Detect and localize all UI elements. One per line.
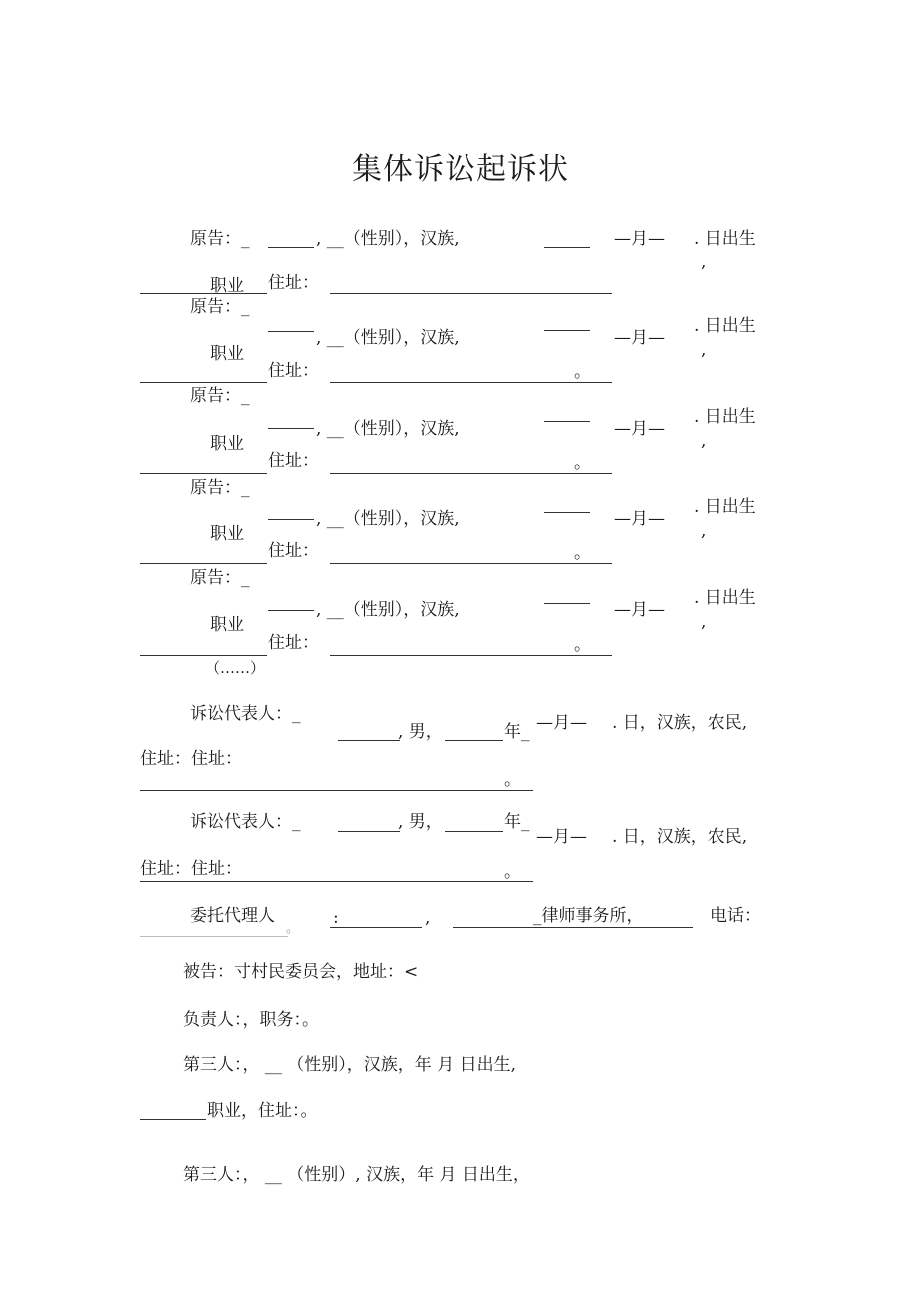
end-mark: 。 [504,770,521,790]
occupation-blank [140,473,267,474]
birth-day-text: . 日出生 [694,316,756,336]
end-mark: 。 [574,362,591,382]
month-text: —月— [614,328,665,348]
end-mark: 。 [574,453,591,473]
gender-ethnicity-text: , __（性别），汉族, [316,509,460,529]
plaintiff-label: 原告：_ [190,386,250,406]
birth-day-text: . 日出生 [694,497,756,517]
comma-text: , [701,340,707,360]
name-blank [268,428,314,429]
address-blank [330,382,612,383]
gender-text: , 男， [398,812,443,832]
plaintiff-label: 原告：_ [190,229,250,249]
address-label: 住址： [268,541,319,561]
comma-text: , [425,908,431,928]
address-label: 住址： [268,633,319,653]
third-party-occupation-text: 职业，住址：。 [207,1101,318,1121]
month-text: —月— [614,600,665,620]
year-blank [445,740,503,741]
name-blank [268,519,314,520]
representative-label: 诉讼代表人：_ [190,812,301,832]
comma-text: , [701,521,707,541]
occupation-label: 职业 [210,276,244,296]
third-party-text: 第三人：， __ （性别）, 汉族，年 月 日出生， [183,1165,530,1185]
address-label: 住址： [268,273,319,293]
gender-ethnicity-text: , __（性别），汉族, [316,328,460,348]
address-blank [330,563,612,564]
comma-text: , [701,431,707,451]
gender-text: , 男， [398,722,443,742]
occupation-blank [140,563,267,564]
name-blank [268,610,314,611]
firm-blank [453,927,533,928]
gender-ethnicity-text: , __（性别），汉族, [316,419,460,439]
colon-text: : [333,908,339,928]
representative-label: 诉讼代表人：_ [190,704,301,724]
law-firm-text: _律师事务所， [533,906,644,926]
month-text: —月— [536,713,587,733]
document-title: 集体诉讼起诉状 [352,152,569,187]
details-text: . 日，汉族，农民, [612,827,748,847]
year-text: 年_ [504,812,530,832]
address-label: 住址： [268,361,319,381]
agent-label: 委托代理人 [190,906,275,926]
details-text: . 日，汉族，农民, [612,713,748,733]
end-mark: 。 [574,635,591,655]
name-blank [338,831,400,832]
address-blank [330,473,612,474]
year-blank [544,603,590,604]
year-text: 年_ [504,722,530,742]
gender-ethnicity-text: , __（性别），汉族, [316,600,460,620]
address-label: 住址：住址： [140,749,242,769]
agent-name-blank [330,927,422,928]
name-blank [268,247,314,248]
occupation-label: 职业 [210,434,244,454]
address-blank [330,655,612,656]
end-mark: 。 [286,921,300,936]
address-blank [140,790,533,791]
occupation-blank [140,655,267,656]
name-blank [338,740,400,741]
name-blank [268,331,314,332]
plaintiff-label: 原告：_ [190,568,250,588]
month-text: —月— [536,827,587,847]
end-mark: 。 [504,862,521,882]
year-blank [544,330,590,331]
phone-label: 电话： [710,906,761,926]
year-blank [544,247,590,248]
third-party-text: 第三人：， __ （性别），汉族，年 月 日出生, [183,1055,517,1075]
firm-underline [533,927,693,928]
birth-day-text: . 日出生 [694,407,756,427]
year-blank [445,831,503,832]
month-text: —月— [614,509,665,529]
responsible-person-text: 负责人：，职务：。 [183,1010,319,1030]
birth-day-text: . 日出生 [694,229,756,249]
occupation-blank [140,382,267,383]
occupation-label: 职业 [210,344,244,364]
year-blank [544,512,590,513]
comma-text: , [701,252,707,272]
occupation-label: 职业 [210,615,244,635]
address-label: 住址：住址： [140,859,242,879]
ellipsis-text: （……） [205,659,266,677]
plaintiff-label: 原告：_ [190,297,250,317]
address-blank [140,881,533,882]
month-text: —月— [614,419,665,439]
gender-ethnicity-text: , __（性别），汉族, [316,229,460,249]
year-blank [544,421,590,422]
birth-day-text: . 日出生 [694,588,756,608]
agent-underline [140,936,288,937]
comma-text: , [701,612,707,632]
occupation-blank [140,1119,206,1120]
end-mark: 。 [574,543,591,563]
plaintiff-label: 原告：_ [190,478,250,498]
address-blank [330,293,612,294]
occupation-blank [140,293,267,294]
occupation-label: 职业 [210,524,244,544]
address-label: 住址： [268,451,319,471]
defendant-text: 被告：寸村民委员会，地址：< [183,962,419,982]
month-text: —月— [614,229,665,249]
